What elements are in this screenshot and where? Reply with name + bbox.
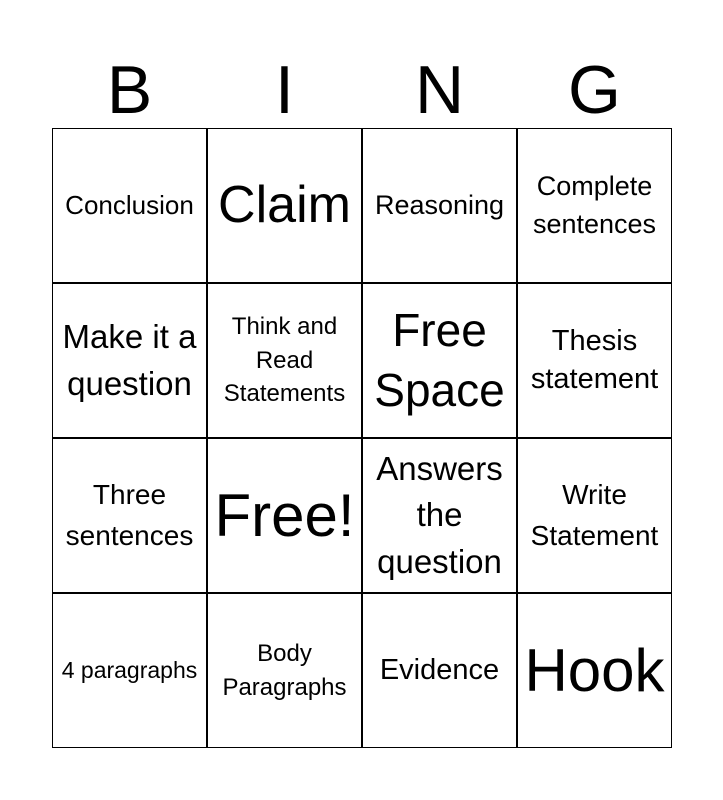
cell-text: Body Paragraphs	[222, 639, 347, 701]
bingo-cell[interactable]	[52, 128, 207, 283]
bingo-cell[interactable]	[362, 593, 517, 748]
bingo-cell[interactable]	[362, 283, 517, 438]
cell-text: Answers the question	[376, 450, 503, 580]
cell-text: Evidence	[379, 653, 500, 686]
header-letter-g: G	[568, 52, 621, 128]
cell-text: Make it a question	[62, 318, 197, 402]
cell-text: Complete sentences	[532, 170, 657, 239]
cell-text: Claim	[218, 175, 351, 234]
bingo-cell[interactable]	[52, 283, 207, 438]
cell-text: Conclusion	[65, 189, 194, 220]
cell-text: Think and Read Statements	[223, 313, 346, 408]
bingo-header	[52, 52, 672, 128]
header-letter-n: N	[414, 52, 465, 128]
header-letter-b: B	[106, 52, 153, 128]
bingo-cell[interactable]	[517, 283, 672, 438]
cell-text: Free!	[214, 481, 355, 549]
bingo-cell[interactable]	[362, 438, 517, 593]
bingo-cell[interactable]	[207, 283, 362, 438]
bingo-cell[interactable]	[362, 128, 517, 283]
cell-text: Hook	[524, 636, 665, 704]
bingo-cell[interactable]	[517, 128, 672, 283]
cell-text: Thesis statement	[530, 324, 659, 395]
cell-text: Write Statement	[530, 478, 659, 551]
header-letter-i: I	[275, 52, 294, 128]
cell-text: Reasoning	[374, 189, 505, 220]
bingo-cell[interactable]	[52, 438, 207, 593]
bingo-cell[interactable]	[207, 438, 362, 593]
bingo-cell[interactable]	[52, 593, 207, 748]
cell-text: 4 paragraphs	[61, 656, 198, 683]
cell-text: Three sentences	[65, 478, 194, 551]
bingo-cell[interactable]	[207, 128, 362, 283]
bingo-cell[interactable]	[517, 593, 672, 748]
bingo-cell[interactable]	[517, 438, 672, 593]
bingo-card-grid	[52, 128, 672, 748]
bingo-cell[interactable]	[207, 593, 362, 748]
cell-text: Free Space	[374, 303, 505, 416]
